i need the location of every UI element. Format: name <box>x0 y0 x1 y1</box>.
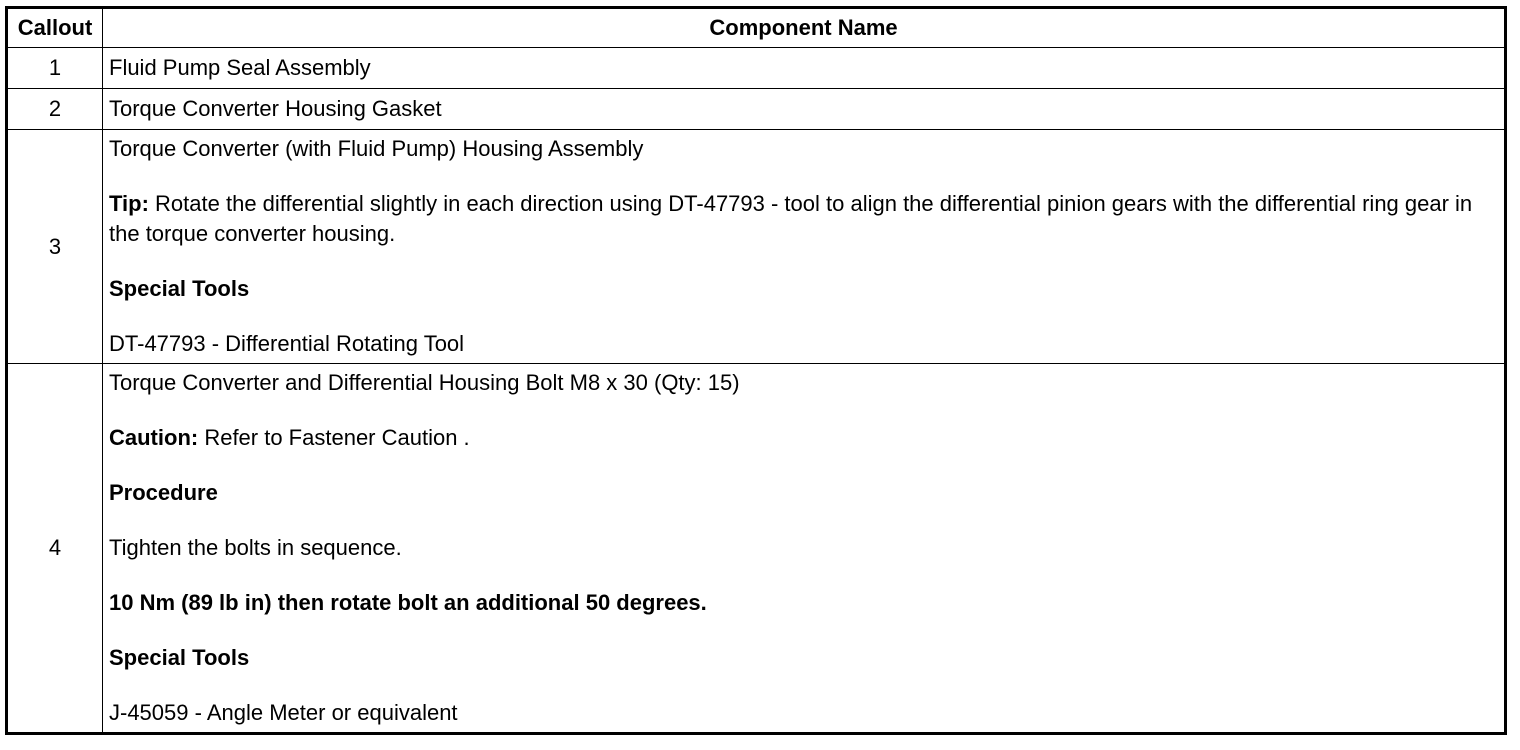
tip-text: Rotate the differential slightly in each direction using DT-47793 - tool to align the differential pinion gears with the differential ring gear in the torque converter housing. <box>109 191 1473 246</box>
tip-note <box>109 189 1498 249</box>
procedure-step: Tighten the bolts in sequence. <box>109 535 402 560</box>
callout-table <box>5 6 1507 735</box>
torque-spec: 10 Nm (89 lb in) then rotate bolt an additional 50 degrees. <box>109 590 707 615</box>
tip-label: Tip: <box>109 191 149 216</box>
special-tool-item: DT-47793 - Differential Rotating Tool <box>109 331 465 356</box>
component-name: Fluid Pump Seal Assembly <box>103 48 1506 89</box>
component-name: Torque Converter Housing Gasket <box>103 89 1506 130</box>
special-tools-heading: Special Tools <box>109 276 250 301</box>
caution-note <box>109 423 1498 453</box>
special-tools-heading: Special Tools <box>109 645 250 670</box>
component-name: Torque Converter and Differential Housing Bolt M8 x 30 (Qty: 15) <box>109 370 740 395</box>
callout-number: 4 <box>7 364 103 734</box>
callout-number: 1 <box>7 48 103 89</box>
component-name: Torque Converter (with Fluid Pump) Housing Assembly <box>109 136 644 161</box>
caution-label: Caution: <box>109 425 199 450</box>
table-row <box>7 364 1506 734</box>
component-cell <box>103 130 1506 364</box>
callout-number: 3 <box>7 130 103 364</box>
caution-text: Refer to Fastener Caution . <box>198 425 470 450</box>
callout-column-header: Callout <box>7 8 103 48</box>
table-row <box>7 48 1506 89</box>
procedure-heading: Procedure <box>109 480 218 505</box>
component-name-column-header: Component Name <box>103 8 1506 48</box>
table-row <box>7 130 1506 364</box>
component-cell <box>103 364 1506 734</box>
table-row <box>7 89 1506 130</box>
table-header-row <box>7 8 1506 48</box>
special-tool-item: J-45059 - Angle Meter or equivalent <box>109 700 458 725</box>
callout-number: 2 <box>7 89 103 130</box>
